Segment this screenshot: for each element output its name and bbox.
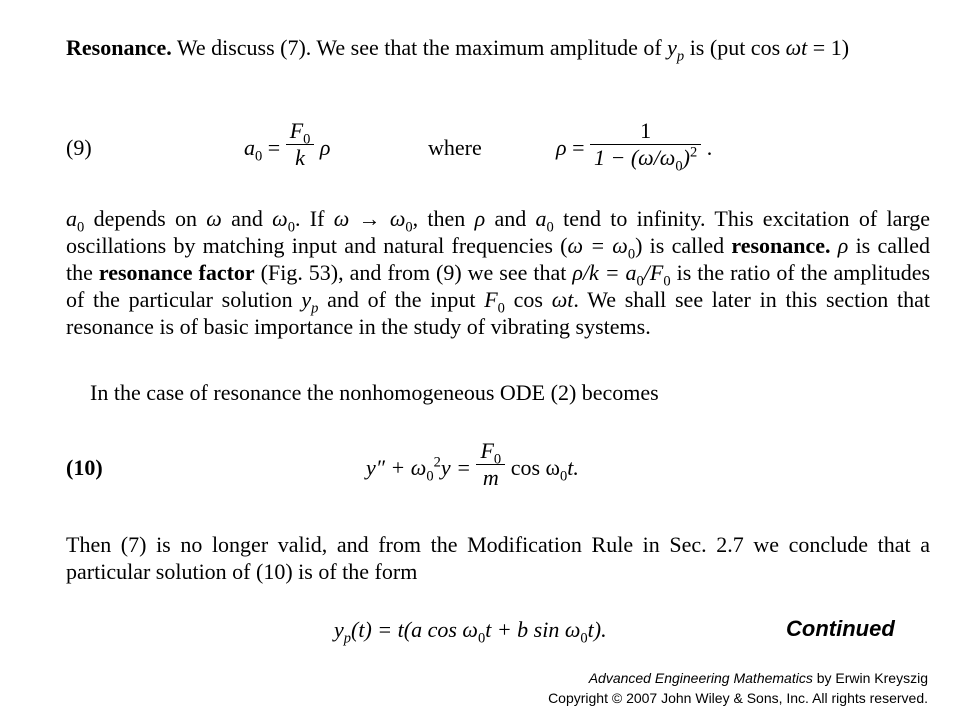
section-heading: Resonance. — [66, 35, 172, 60]
equation-label: (9) — [66, 135, 92, 160]
equation-particular-solution: $y_p(t) = t(a$ $\cos \omega_0t + b$ $\sin \omega_0t$). — [334, 617, 607, 647]
equation-lhs: $a_0$ = $\frac{F_0}{k}$ ρ — [244, 118, 331, 170]
where-word: where — [428, 135, 482, 160]
equation-9 — [66, 118, 930, 178]
equation-10 — [66, 438, 930, 498]
term-resonance-factor: resonance factor — [98, 260, 255, 285]
equation-label: (10) — [66, 455, 103, 480]
continued-label: Continued — [786, 616, 895, 641]
equation-10-body: $y'' + \omega_0^2y$ = $\frac{F_0}{m}$ $\cos \omega_0t$. — [366, 438, 579, 490]
paragraph-resonance: $a_0$ depends on ω and $\omega_0$. If $\omega \to \omega_0$, then ρ and $a_0$ tend to infinity. This excitation of large oscillations by matching input and natural frequencies $(\omega = \omega_0)$ is called resonance. ρ is called the resonance factor (Fig. 53), and from (9) we see that $\rho/k = a_0/F_0$ is the ratio of the amplitudes of the particular solution $y_p$ and of the input $F_0$ cos ωt. We shall see later in this section that resonance is of basic importance in the study of vibrating systems. — [66, 206, 931, 339]
footer-credit: Advanced Engineering Mathematics by Erwin Kreyszig Copyright © 2007 John Wiley & Sons, Inc. All rights reserved. — [548, 670, 928, 706]
book-title: Advanced Engineering Mathematics — [588, 670, 813, 686]
paragraph-modification: Then (7) is no longer valid, and from the Modification Rule in Sec. 2.7 we conclude that a particular solution of (10) is of the form — [66, 532, 930, 584]
rho-definition: ρ = $\frac{1}{1 - (\omega/\omega_0)^2}$ . — [556, 118, 713, 175]
copyright-line: Copyright © 2007 John Wiley & Sons, Inc. All rights reserved. — [548, 690, 928, 706]
term-resonance: resonance. — [731, 233, 831, 258]
paragraph-case: In the case of resonance the nonhomogeneous ODE (2) becomes — [90, 380, 659, 405]
paragraph-intro: Resonance. We discuss (7). We see that the maximum amplitude of $y_p$ is (put cos ωt = 1) — [66, 35, 850, 65]
